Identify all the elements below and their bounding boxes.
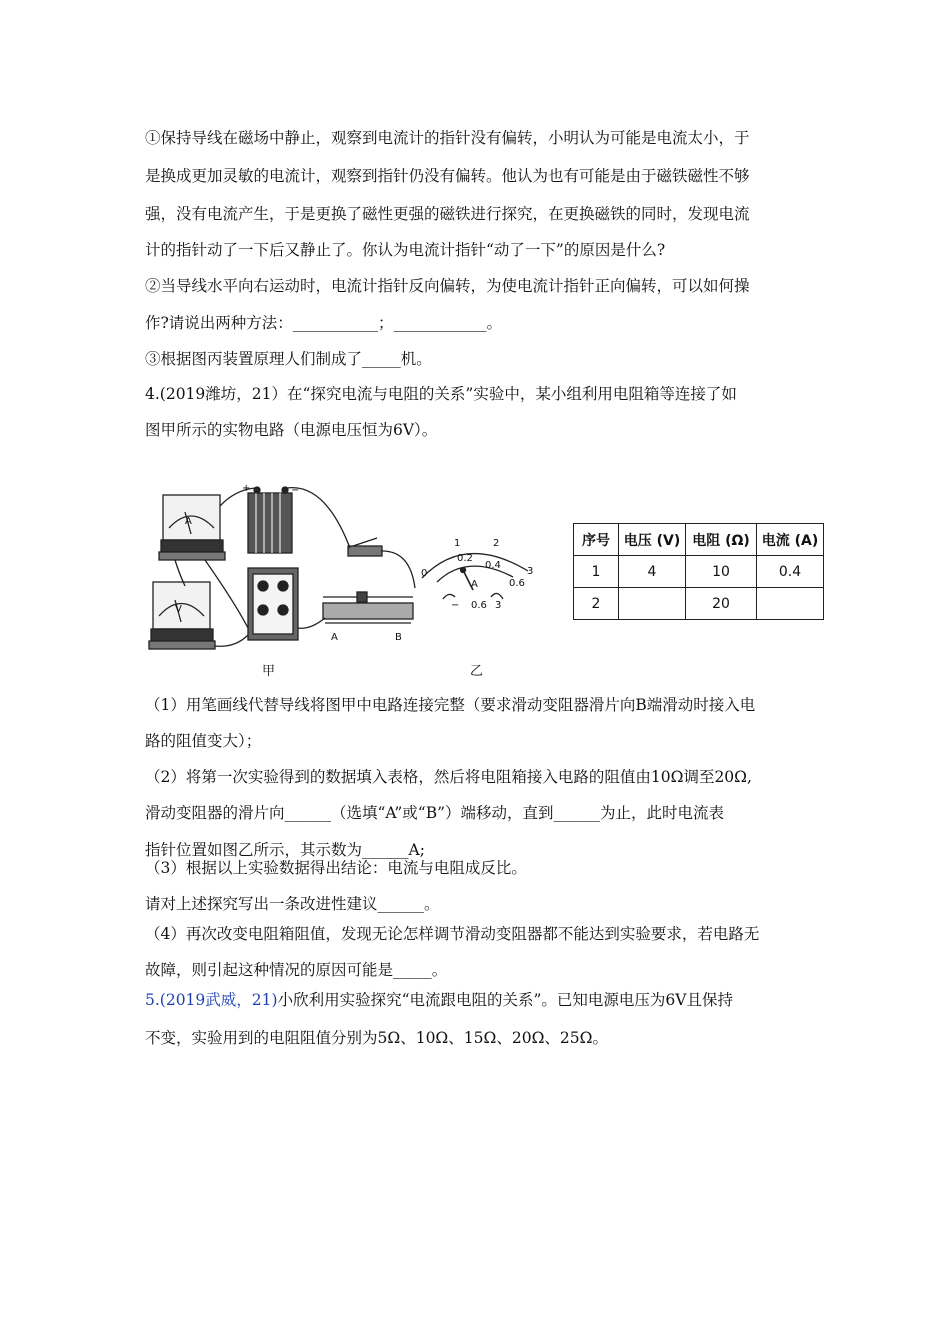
q4-sub3-line-2: 请对上述探究写出一条改进性建议______。 [145,895,440,913]
table-header: 序号 [574,524,619,556]
dial-term-3: 3 [495,600,502,611]
caption-jia: 甲 [262,664,276,679]
q4-sub4-line-2: 故障，则引起这种情况的原因可能是_____。 [145,961,448,979]
dial-tick-06: 0.6 [509,578,525,589]
dial-tick-3: 3 [527,566,534,577]
q3-line-1: ①保持导线在磁场中静止，观察到电流计的指针没有偏转，小明认为可能是电流太小，于 [145,129,750,147]
q4-line-2: 图甲所示的实物电路（电源电压恒为6V）。 [145,421,438,439]
q5-source: 5.(2019武威，21) [145,991,278,1009]
dial-unit-a: A [471,579,478,590]
dial-tick-0: 0 [421,568,428,579]
table-cell: 2 [574,588,619,620]
table-cell [757,588,824,620]
table-cell: 10 [686,556,757,588]
q3-line-7: ③根据图丙装置原理人们制成了_____机。 [145,350,432,368]
q4-sub2-line-1: （2）将第一次实验得到的数据填入表格，然后将电阻箱接入电路的阻值由10Ω调至20Ω, [145,768,752,786]
battery-minus: − [291,485,300,496]
caption-yi: 乙 [470,664,484,679]
ammeter-label: A [185,516,192,527]
table-header-row [574,524,824,556]
q3-line-6: 作?请说出两种方法：___________；____________。 [145,314,503,332]
dial-tick-1: 1 [454,538,461,549]
table-header: 电阻 (Ω) [686,524,757,556]
rheostat-end-b: B [395,632,402,643]
data-table [573,523,824,620]
dial-tick-02: 0.2 [457,553,473,564]
dial-tick-04: 0.4 [485,560,501,571]
rheostat-end-a: A [331,632,338,643]
q3-line-2: 是换成更加灵敏的电流计，观察到指针仍没有偏转。他认为也有可能是由于磁铁磁性不够 [145,167,750,185]
q4-sub4-line-1: （4）再次改变电阻箱阻值，发现无论怎样调节滑动变阻器都不能达到实验要求，若电路无 [145,925,760,943]
battery-plus: + [242,483,251,494]
q4-sub2-line-2: 滑动变阻器的滑片向______（选填“A”或“B”）端移动，直到______为止，此时电流表 [145,804,725,822]
q5-line-2: 不变，实验用到的电阻阻值分别为5Ω、10Ω、15Ω、20Ω、25Ω。 [145,1029,609,1047]
q4-line-1: 4.(2019潍坊，21）在“探究电流与电阻的关系”实验中，某小组利用电阻箱等连接了如 [145,385,737,403]
table-header: 电压 (V) [619,524,686,556]
q4-sub1-line-1: （1）用笔画线代替导线将图甲中电路连接完整（要求滑动变阻器滑片向B端滑动时接入电 [145,696,756,714]
dial-tick-2: 2 [493,538,500,549]
table-cell: 1 [574,556,619,588]
table-row [574,588,824,620]
q4-sub1-line-2: 路的阻值变大）； [145,732,262,750]
q4-sub2-line-3: 指针位置如图乙所示，其示数为______A; [145,841,425,859]
table-cell: 20 [686,588,757,620]
q3-line-5: ②当导线水平向右运动时，电流计指针反向偏转，为使电流计指针正向偏转，可以如何操 [145,277,750,295]
table-cell: 0.4 [757,556,824,588]
voltmeter-label: V [175,604,182,615]
q5-line-1 [145,988,810,1012]
dial-term-minus: − [451,600,460,611]
q3-line-3: 强，没有电流产生，于是更换了磁性更强的磁铁进行探究，在更换磁铁的同时，发现电流 [145,205,750,223]
table-header: 电流 (A) [757,524,824,556]
q4-sub3-line-1: （3）根据以上实验数据得出结论：电流与电阻成反比。 [145,859,527,877]
q5-line-1-text: 小欣利用实验探究“电流跟电阻的关系”。已知电源电压为6V且保持 [277,991,733,1009]
table-row [574,556,824,588]
table-cell: 4 [619,556,686,588]
table-cell [619,588,686,620]
q3-line-4: 计的指针动了一下后又静止了。你认为电流计指针“动了一下”的原因是什么? [145,241,666,259]
dial-term-06: 0.6 [471,600,487,611]
